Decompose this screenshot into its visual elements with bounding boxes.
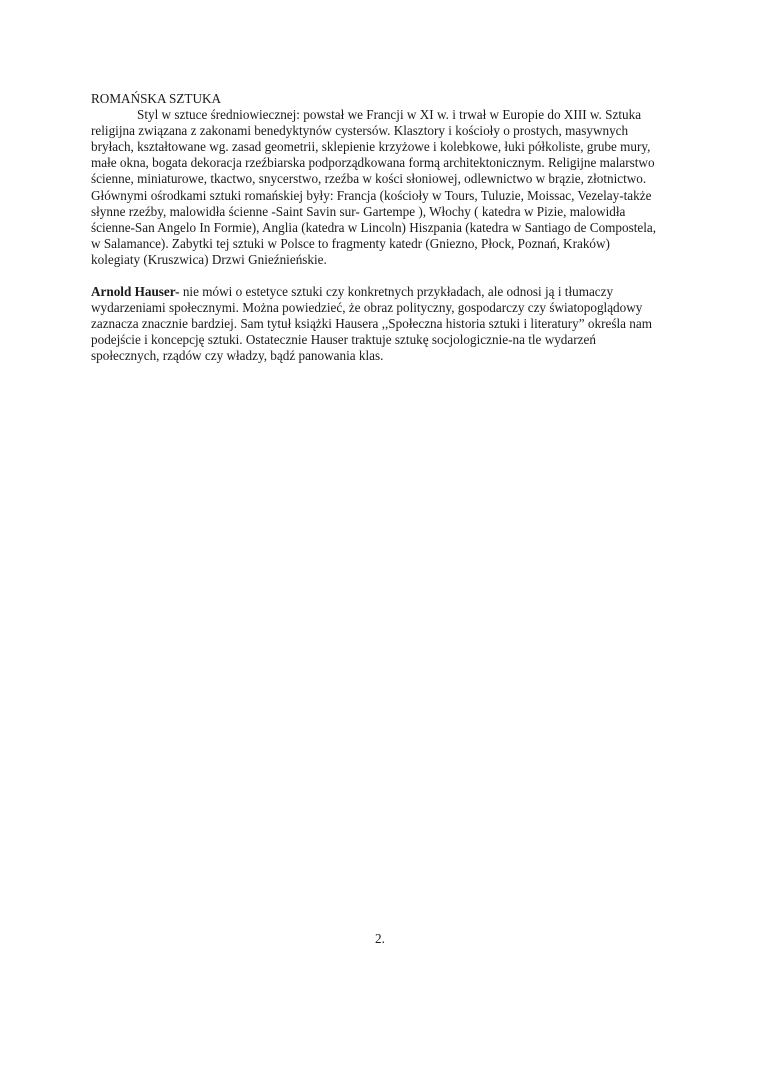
paragraph-arnold-hauser [91, 284, 661, 364]
page-number: 2. [375, 931, 385, 946]
paragraph-lead-name: Arnold Hauser- [91, 284, 180, 300]
document-body [91, 91, 661, 365]
paragraph-romanesque-art: Styl w sztuce średniowiecznej: powstał we Francji w XI w. i trwał w Europie do XIII w. Sztuka religijna związana z zakonami benedyktynów cystersów. Klasztory i kościoły o prostych, masywnych bryłach, kształtowane wg. zasad geometrii, sklepienie krzyżowe i kolebkowe, łuki półkoliste, grube mury, małe okna, bogata dekoracja rzeźbiarska podporządkowana formą architektonicznym. Religijne malarstwo ścienne, miniaturowe, tkactwo, snycerstwo, rzeźba w kości słoniowej, odlewnictwo w brązie, złotnictwo. Głównymi ośrodkami sztuki romańskiej były: Francja (kościoły w Tours, Tuluzie, Moissac, Vezelay-także słynne rzeźby, malowidła ścienne -Saint Savin sur- Gartempe ), Włochy ( katedra w Pizie, malowidła ścienne-San Angelo In Formie), Anglia (katedra w Lincoln) Hiszpania (katedra w Santiago de Compostela, w Salamance). Zabytki tej sztuki w Polsce to fragmenty katedr (Gniezno, Płock, Poznań, Kraków) kolegiaty (Kruszwica) Drzwi Gnieźnieńskie. [91, 107, 657, 267]
document-title: ROMAŃSKA SZTUKA [91, 91, 222, 106]
paragraph-body-text: nie mówi o estetyce sztuki czy konkretnych przykładach, ale odnosi ją i tłumaczy wydarzeniami społecznymi. Można powiedzieć, że obraz polityczny, gospodarczy czy światopoglądowy zaznacza znacznie bardziej. Sam tytuł książki Hausera ,,Społeczna historia sztuki i literatury” określa nam podejście i koncepcję sztuki. Ostatecznie Hauser traktuje sztukę socjologicznie-na tle wydarzeń społecznych, rządów czy władzy, bądź panowania klas. [91, 284, 652, 364]
